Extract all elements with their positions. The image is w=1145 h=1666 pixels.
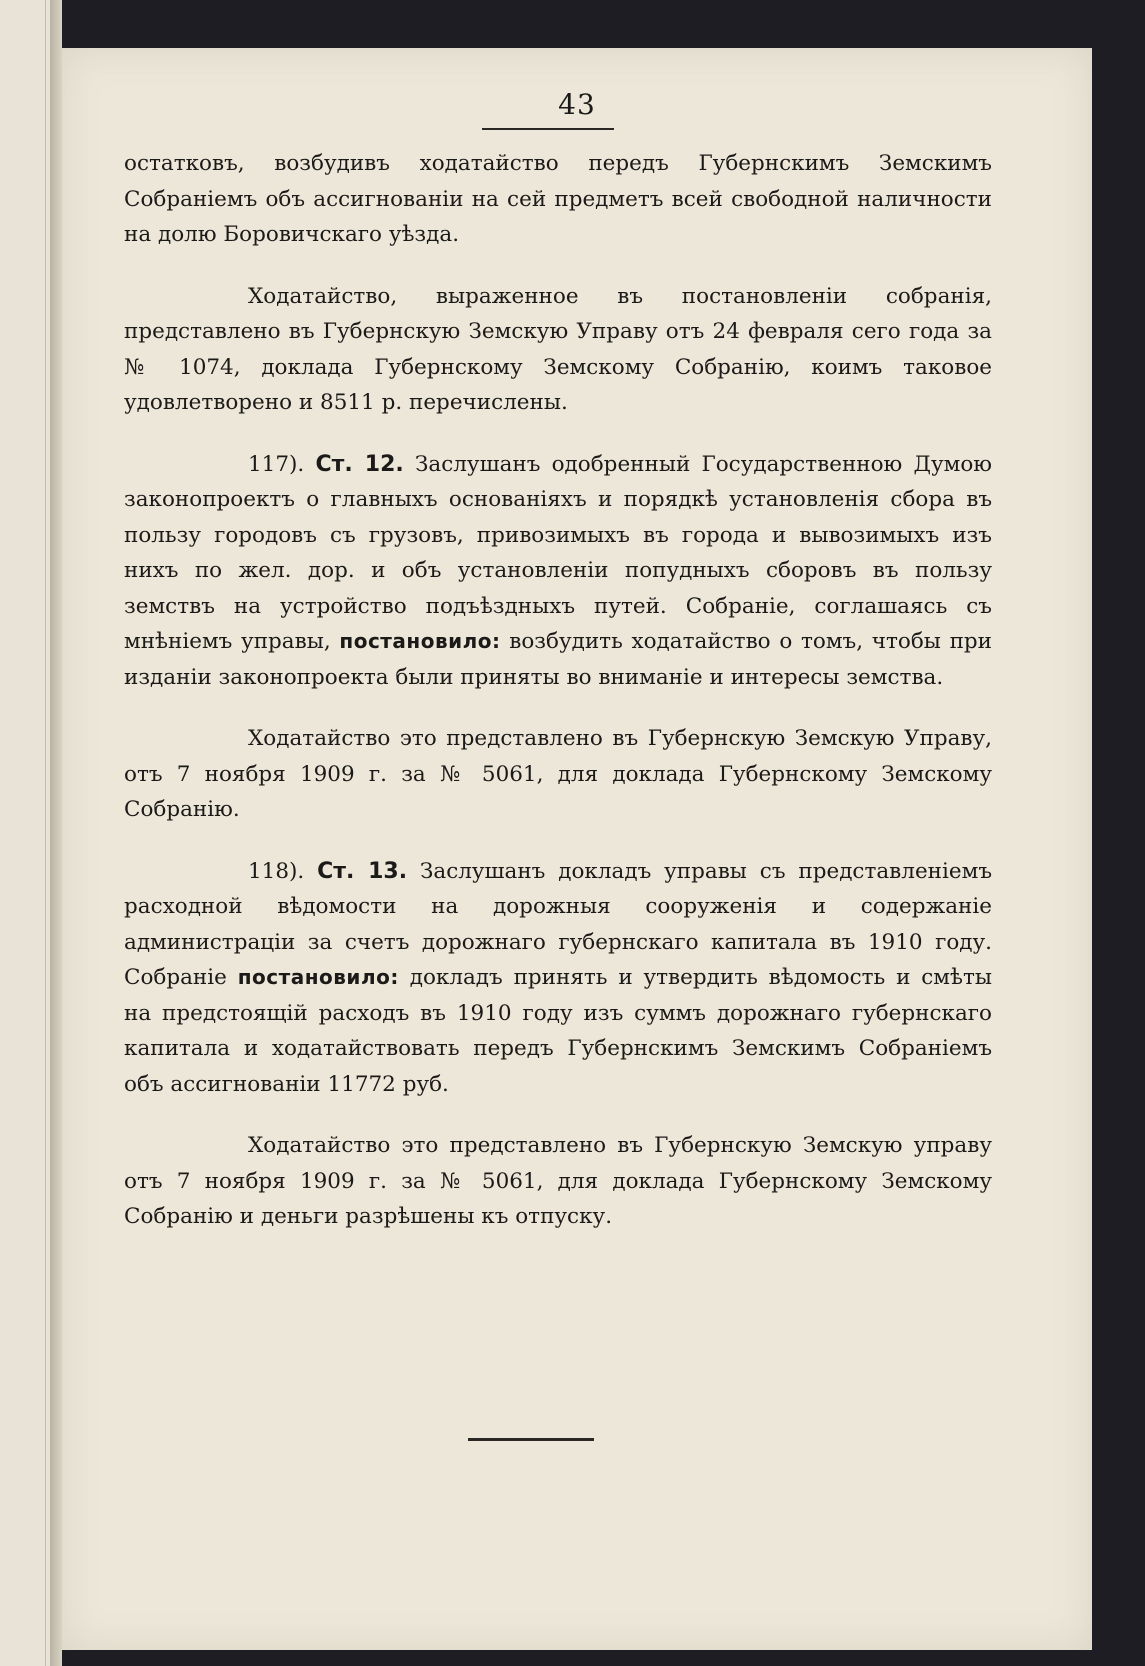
end-rule xyxy=(468,1438,594,1441)
article-number: Ст. 13. xyxy=(317,858,408,884)
page-fold-line xyxy=(45,0,46,1666)
paragraph-4: Ходатайство это представлено въ Губернскую Земскую Управу, отъ 7 ноября 1909 г. за № 5061, для доклада Губернскому Земскому Собранію. xyxy=(124,726,992,822)
item-number: 118). xyxy=(248,858,305,884)
decision-word: постановило: xyxy=(237,965,399,989)
item-number: 117). xyxy=(248,451,305,477)
paragraph-item-118 xyxy=(124,854,992,1103)
decision-word: постановило: xyxy=(339,629,501,653)
item-text: Заслушанъ одобренный Государственною Думою законопроектъ о главныхъ основаніяхъ и порядкѣ установленія сбора въ пользу городовъ съ грузовъ, привозимыхъ въ города и вывозимыхъ изъ нихъ по жел. дор. и объ установленіи попудныхъ сборовъ въ пользу земствъ на устройство подъѣздныхъ путей. Собраніе, соглашаясь съ мнѣніемъ управы, xyxy=(124,451,993,654)
paragraph-1: остатковъ, возбудивъ ходатайство передъ Губернскимъ Земскимъ Собраніемъ объ ассигнованіи на сей предметъ всей свободной наличности на долю Боровичскаго уѣзда. xyxy=(124,151,992,247)
page-number-rule xyxy=(482,128,614,130)
scan-background xyxy=(1092,0,1145,1666)
book-gutter xyxy=(50,0,62,1666)
item-text-continued: возбудить ходатайство о томъ, чтобы при изданіи законопроекта были приняты во вниманіе и интересы земства. xyxy=(124,629,992,690)
paragraph-6: Ходатайство это представлено въ Губернскую Земскую управу отъ 7 ноября 1909 г. за № 5061, для доклада Губернскому Земскому Собранію и деньги разрѣшены къ отпуску. xyxy=(124,1133,992,1229)
paragraph-item-117 xyxy=(124,447,992,696)
page-number: 43 xyxy=(558,88,596,121)
left-page-edge xyxy=(0,0,50,1666)
article-number: Ст. 12. xyxy=(315,451,404,477)
body-text xyxy=(124,146,992,1235)
paragraph-2: Ходатайство, выраженное въ постановленіи собранія, представлено въ Губернскую Земскую Управу отъ 24 февраля сего года за № 1074, доклада Губернскому Земскому Собранію, коимъ таковое удовлетворено и 8511 р. перечислены. xyxy=(124,283,992,415)
item-text: Заслушанъ докладъ управы съ представленіемъ расходной вѣдомости на дорожныя сооруженія и содержаніе администраціи за счетъ дорожнаго губернскаго капитала въ 1910 году. Собраніе xyxy=(124,858,993,990)
book-page xyxy=(62,48,1092,1650)
item-text-continued: докладъ принять и утвердить вѣдомость и смѣты на предстоящій расходъ въ 1910 году изъ суммъ дорожнаго губернскаго капитала и ходатайствовать передъ Губернскимъ Земскимъ Собраніемъ объ ассигнованіи 11772 руб. xyxy=(124,965,992,1097)
